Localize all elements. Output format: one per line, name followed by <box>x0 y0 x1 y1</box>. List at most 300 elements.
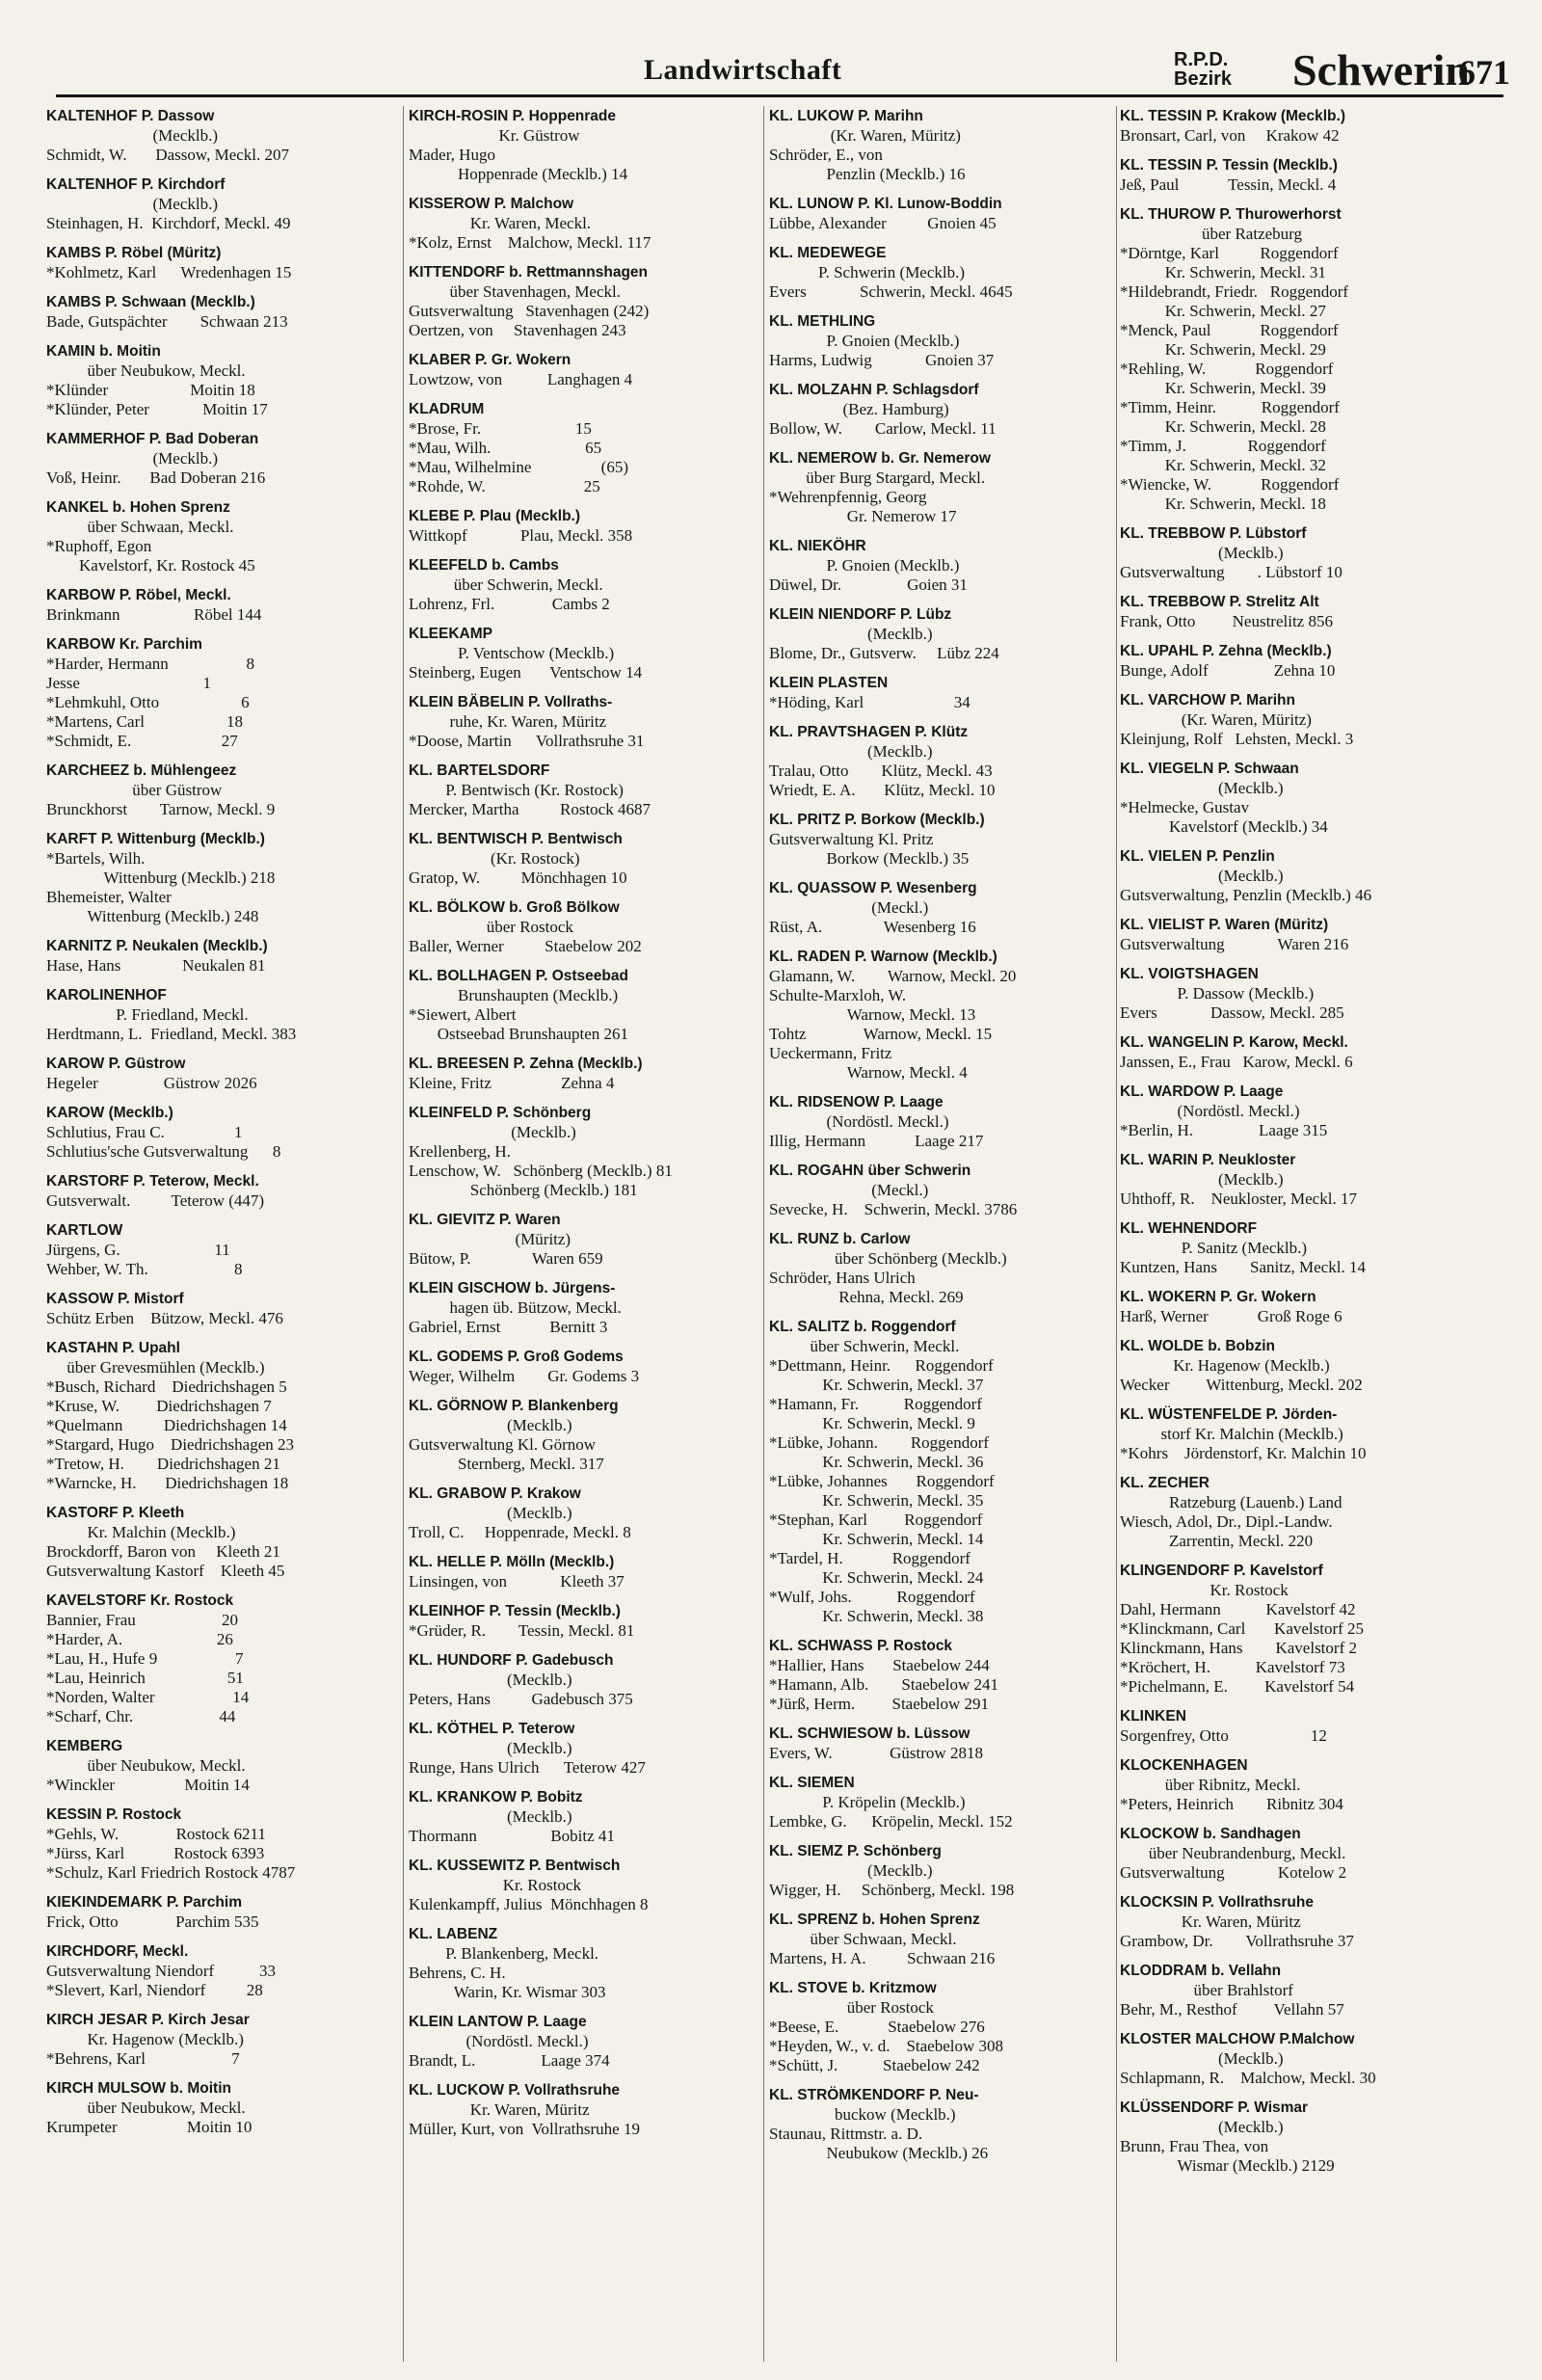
entry-place-heading: KL. VIELEN P. Penzlin <box>1120 848 1275 865</box>
directory-entry <box>769 1910 1114 1968</box>
entry-line: storf Kr. Malchin (Mecklb.) <box>1120 1425 1343 1443</box>
entry-place-heading: KL. QUASSOW P. Wesenberg <box>769 880 977 896</box>
directory-entry <box>409 1484 754 1542</box>
directory-entry <box>46 429 399 488</box>
entry-line: *Wulf, Johs. Roggendorf <box>769 1588 975 1606</box>
entry-line: *Dettmann, Heinr. Roggendorf <box>769 1356 994 1375</box>
entry-place-heading: KARSTORF P. Teterow, Meckl. <box>46 1173 259 1190</box>
entry-line: *Klünder, Peter Moitin 17 <box>46 400 268 418</box>
entry-line: Thormann Bobitz 41 <box>409 1827 615 1845</box>
entry-line: *Wehrenpfennig, Georg <box>769 488 927 506</box>
entry-line: *Kröchert, H. Kavelstorf 73 <box>1120 1658 1345 1676</box>
directory-entry <box>1120 915 1465 954</box>
entry-line: (Meckl.) <box>769 1181 929 1199</box>
entry-place-heading: KLEIN LANTOW P. Laage <box>409 2014 587 2030</box>
entry-line: *Wiencke, W. Roggendorf <box>1120 475 1340 494</box>
entry-line: *Norden, Walter 14 <box>46 1688 250 1706</box>
directory-entry <box>46 1220 399 1279</box>
entry-line: Bannier, Frau 20 <box>46 1611 239 1629</box>
entry-line: (Mecklb.) <box>1120 1170 1284 1189</box>
entry-line: *Lau, Heinrich 51 <box>46 1669 244 1687</box>
entry-line: Jeß, Paul Tessin, Meckl. 4 <box>1120 175 1337 194</box>
entry-line: P. Gnoien (Mecklb.) <box>769 556 960 575</box>
entry-line: Uhthoff, R. Neukloster, Meckl. 17 <box>1120 1190 1357 1208</box>
directory-entry <box>409 1210 754 1269</box>
directory-entry <box>1120 1032 1465 1072</box>
entry-line: Herdtmann, L. Friedland, Meckl. 383 <box>46 1025 297 1043</box>
entry-line: *Rehling, W. Roggendorf <box>1120 360 1334 378</box>
entry-line: *Slevert, Karl, Niendorf 28 <box>46 1981 263 1999</box>
entry-line: Gutsverwaltung . Lübstorf 10 <box>1120 563 1343 581</box>
directory-entry <box>409 1650 754 1709</box>
entry-place-heading: KL. LUKOW P. Marihn <box>769 108 923 124</box>
entry-line: *Kruse, W. Diedrichshagen 7 <box>46 1397 272 1415</box>
entry-line: Wriedt, E. A. Klütz, Meckl. 10 <box>769 781 996 799</box>
entry-line: *Lübke, Johann. Roggendorf <box>769 1433 990 1452</box>
entry-line: Frick, Otto Parchim 535 <box>46 1912 259 1931</box>
directory-entry <box>1120 1336 1465 1395</box>
entry-line: Bhemeister, Walter <box>46 888 172 906</box>
entry-place-heading: KL. LUCKOW P. Vollrathsruhe <box>409 2082 621 2099</box>
directory-entry <box>769 1724 1114 1763</box>
directory-entry <box>769 1978 1114 2075</box>
directory-entry <box>769 380 1114 439</box>
entry-line: Kr. Schwerin, Meckl. 14 <box>769 1530 984 1548</box>
entry-line: Sorgenfrey, Otto 12 <box>1120 1726 1327 1745</box>
entry-line: *Höding, Karl 34 <box>769 693 970 711</box>
entry-line: Brunckhorst Tarnow, Meckl. 9 <box>46 800 276 818</box>
directory-entry <box>409 555 754 614</box>
entry-place-heading: KIRCH-ROSIN P. Hoppenrade <box>409 108 617 124</box>
directory-entry <box>1120 204 1465 514</box>
entry-line: Kr. Schwerin, Meckl. 18 <box>1120 495 1326 513</box>
entry-line: (Bez. Hamburg) <box>769 400 949 418</box>
directory-entry <box>46 1338 399 1493</box>
directory-entry <box>1120 759 1465 837</box>
entry-line: (Mecklb.) <box>1120 779 1284 797</box>
entry-place-heading: KL. WARDOW P. Laage <box>1120 1083 1284 1100</box>
entry-line: P. Gnoien (Mecklb.) <box>769 332 960 350</box>
entry-line: Gutsverwaltung Kl. Görnow <box>409 1435 597 1454</box>
directory-entry <box>409 829 754 888</box>
directory-entry <box>1120 1473 1465 1551</box>
directory-entry <box>769 1841 1114 1900</box>
entry-line: über Neubukow, Meckl. <box>46 361 246 380</box>
entry-line: Kr. Schwerin, Meckl. 28 <box>1120 417 1326 436</box>
entry-line: *Busch, Richard Diedrichshagen 5 <box>46 1377 287 1396</box>
directory-entry <box>409 1054 754 1093</box>
directory-entry <box>769 106 1114 184</box>
entry-line: Schlapmann, R. Malchow, Meckl. 30 <box>1120 2069 1376 2087</box>
entry-place-heading: KLEBE P. Plau (Mecklb.) <box>409 508 581 524</box>
directory-entry <box>409 1924 754 2002</box>
entry-line: Schröder, Hans Ulrich <box>769 1269 916 1287</box>
entry-line: Borkow (Mecklb.) 35 <box>769 849 970 868</box>
directory-entry <box>1120 1287 1465 1326</box>
entry-place-heading: KL. KUSSEWITZ P. Bentwisch <box>409 1858 621 1874</box>
entry-line: (Mecklb.) <box>769 1861 933 1880</box>
entry-line: (Nordöstl. Meckl.) <box>769 1112 949 1131</box>
entry-line: Illig, Hermann Laage 217 <box>769 1132 984 1150</box>
entry-line: *Harder, A. 26 <box>46 1630 233 1648</box>
entry-line: (Mecklb.) <box>1120 867 1284 885</box>
entry-place-heading: KIRCHDORF, Meckl. <box>46 1943 189 1960</box>
directory-entry <box>46 634 399 751</box>
entry-line: Warnow, Meckl. 13 <box>769 1005 976 1024</box>
entry-line: *Jürß, Herm. Staebelow 291 <box>769 1695 990 1713</box>
entry-place-heading: KL. SCHWIESOW b. Lüssow <box>769 1725 970 1742</box>
entry-place-heading: KIRCH MULSOW b. Moitin <box>46 2080 231 2097</box>
entry-place-heading: KARBOW P. Röbel, Meckl. <box>46 587 231 603</box>
directory-entry <box>409 2080 754 2139</box>
entry-line: Dahl, Hermann Kavelstorf 42 <box>1120 1600 1356 1618</box>
entry-line: Evers Dassow, Meckl. 285 <box>1120 1003 1344 1022</box>
entry-line: Wigger, H. Schönberg, Meckl. 198 <box>769 1881 1015 1899</box>
entry-line: (Mecklb.) <box>409 1504 572 1522</box>
directory-entry <box>769 947 1114 1083</box>
entry-place-heading: KLODDRAM b. Vellahn <box>1120 1963 1282 1979</box>
entry-line: *Tardel, H. Roggendorf <box>769 1549 970 1567</box>
entry-place-heading: KLOCKSIN P. Vollrathsruhe <box>1120 1894 1314 1911</box>
directory-entry <box>46 585 399 625</box>
entry-line: (Mecklb.) <box>409 1671 572 1689</box>
entry-place-heading: KALTENHOF P. Kirchdorf <box>46 176 226 193</box>
entry-place-heading: KL. GIEVITZ P. Waren <box>409 1212 561 1228</box>
directory-entry <box>1120 1561 1465 1697</box>
entry-line: Mercker, Martha Rostock 4687 <box>409 800 651 818</box>
directory-entry <box>1120 523 1465 582</box>
column-1 <box>46 106 399 2362</box>
directory-entry <box>769 878 1114 937</box>
page-header <box>56 44 1510 100</box>
entry-place-heading: KL. BENTWISCH P. Bentwisch <box>409 831 623 847</box>
directory-entry <box>409 399 754 496</box>
directory-entry <box>46 2010 399 2069</box>
directory-entry <box>46 174 399 233</box>
entry-line: Schlutius'sche Gutsverwaltung 8 <box>46 1142 281 1161</box>
entry-line: Gutsverwaltung Stavenhagen (242) <box>409 302 650 320</box>
entry-line: P. Sanitz (Mecklb.) <box>1120 1239 1308 1257</box>
entry-line: *Martens, Carl 18 <box>46 712 243 731</box>
entry-line: (Kr. Waren, Müritz) <box>769 126 961 145</box>
entry-place-heading: KL. TREBBOW P. Strelitz Alt <box>1120 594 1319 610</box>
entry-line: Hegeler Güstrow 2026 <box>46 1074 257 1092</box>
entry-place-heading: KL. KÖTHEL P. Teterow <box>409 1721 575 1737</box>
entry-line: Lowtzow, von Langhagen 4 <box>409 370 633 388</box>
entry-place-heading: KL. PRAVTSHAGEN P. Klütz <box>769 724 969 740</box>
entry-place-heading: KL. MOLZAHN P. Schlagsdorf <box>769 382 979 398</box>
entry-line: Schröder, E., von <box>769 146 883 164</box>
entry-line: *Beese, E. Staebelow 276 <box>769 2018 985 2036</box>
entry-line: (Kr. Waren, Müritz) <box>1120 710 1312 729</box>
entry-line: *Jürss, Karl Rostock 6393 <box>46 1844 265 1862</box>
entry-place-heading: KLOCKENHAGEN <box>1120 1757 1248 1774</box>
entry-line: (Mecklb.) <box>1120 2118 1284 2136</box>
entry-line: Kr. Schwerin, Meckl. 37 <box>769 1376 984 1394</box>
entry-line: P. Friedland, Meckl. <box>46 1005 249 1024</box>
entry-line: (Meckl.) <box>769 898 929 917</box>
entry-line: Evers, W. Güstrow 2818 <box>769 1744 983 1762</box>
entry-line: Müller, Kurt, von Vollrathsruhe 19 <box>409 2120 640 2138</box>
entry-line: *Tretow, H. Diedrichshagen 21 <box>46 1455 280 1473</box>
directory-entry <box>769 1773 1114 1832</box>
entry-place-heading: KIRCH JESAR P. Kirch Jesar <box>46 2012 250 2028</box>
entry-line: Evers Schwerin, Meckl. 4645 <box>769 282 1013 301</box>
entry-line: *Lübke, Johannes Roggendorf <box>769 1472 995 1490</box>
entry-place-heading: KL. TREBBOW P. Lübstorf <box>1120 525 1307 542</box>
entry-line: *Gehls, W. Rostock 6211 <box>46 1825 266 1843</box>
entry-line: *Lau, H., Hufe 9 7 <box>46 1649 244 1668</box>
entry-place-heading: KL. GODEMS P. Groß Godems <box>409 1349 624 1365</box>
entry-line: über Rostock <box>409 918 573 936</box>
entry-line: *Warncke, H. Diedrichshagen 18 <box>46 1474 289 1492</box>
directory-entry <box>1120 1824 1465 1883</box>
entry-place-heading: KL. BARTELSDORF <box>409 762 550 779</box>
directory-entry <box>409 1552 754 1591</box>
directory-entry <box>769 673 1114 712</box>
column-4 <box>1120 106 1465 2362</box>
entry-line: Wiesch, Adol, Dr., Dipl.-Landw. <box>1120 1512 1333 1531</box>
entry-place-heading: KL. VIELIST P. Waren (Müritz) <box>1120 917 1329 933</box>
entry-line: Kulenkampff, Julius Mönchhagen 8 <box>409 1895 649 1913</box>
entry-line: über Schönberg (Mecklb.) <box>769 1249 1007 1268</box>
entry-line: Gutsverwaltung, Penzlin (Mecklb.) 46 <box>1120 886 1372 904</box>
entry-place-heading: KL. NIEKÖHR <box>769 538 866 554</box>
entry-line: *Kolz, Ernst Malchow, Meckl. 117 <box>409 233 651 252</box>
entry-line: Ueckermann, Fritz <box>769 1044 892 1062</box>
entry-line: *Helmecke, Gustav <box>1120 798 1250 816</box>
directory-entry <box>46 761 399 819</box>
entry-line: *Hamann, Alb. Staebelow 241 <box>769 1675 998 1694</box>
directory-entry <box>1120 641 1465 681</box>
directory-entry <box>409 2012 754 2071</box>
entry-place-heading: KLEIN PLASTEN <box>769 675 889 691</box>
entry-line: Troll, C. Hoppenrade, Meckl. 8 <box>409 1523 631 1541</box>
directory-entry <box>409 692 754 751</box>
entry-line: (Mecklb.) <box>46 449 219 468</box>
directory-entry <box>769 243 1114 302</box>
entry-place-heading: KL. PRITZ P. Borkow (Mecklb.) <box>769 812 985 828</box>
entry-line: (Mecklb.) <box>1120 2049 1284 2068</box>
entry-line: P. Bentwisch (Kr. Rostock) <box>409 781 624 799</box>
directory-entry <box>769 311 1114 370</box>
header-rule <box>56 94 1503 97</box>
entry-line: Behrens, C. H. <box>409 1964 506 1982</box>
directory-entry <box>1120 1961 1465 2019</box>
directory-entry <box>1120 1755 1465 1814</box>
directory-entry <box>46 1805 399 1883</box>
entry-line: *Siewert, Albert <box>409 1005 517 1024</box>
entry-place-heading: KL. LUNOW P. Kl. Lunow-Boddin <box>769 196 1002 212</box>
entry-line: Grambow, Dr. Vollrathsruhe 37 <box>1120 1932 1354 1950</box>
entry-line: *Stargard, Hugo Diedrichshagen 23 <box>46 1435 294 1454</box>
directory-entry <box>769 1317 1114 1626</box>
entry-place-heading: KL. VARCHOW P. Marihn <box>1120 692 1295 709</box>
entry-line: Brockdorff, Baron von Kleeth 21 <box>46 1542 280 1561</box>
entry-line: über Brahlstorf <box>1120 1981 1293 1999</box>
entry-place-heading: KLEIN BÄBELIN P. Vollraths- <box>409 694 613 710</box>
entry-line: Kr. Waren, Müritz <box>409 2100 590 2119</box>
entry-place-heading: KARTLOW <box>46 1222 123 1239</box>
entry-line: *Winckler Moitin 14 <box>46 1776 250 1794</box>
directory-entry <box>409 350 754 389</box>
entry-place-heading: KL. RUNZ b. Carlow <box>769 1231 911 1247</box>
entry-line: Neubukow (Mecklb.) 26 <box>769 2144 989 2162</box>
entry-line: Harß, Werner Groß Roge 6 <box>1120 1307 1343 1325</box>
directory-entry <box>46 1941 399 2000</box>
directory-entry <box>769 194 1114 233</box>
entry-place-heading: KAMIN b. Moitin <box>46 343 161 360</box>
entry-line: Wismar (Mecklb.) 2129 <box>1120 2156 1335 2175</box>
entry-line: Linsingen, von Kleeth 37 <box>409 1572 625 1591</box>
entry-line: Gr. Nemerow 17 <box>769 507 957 525</box>
directory-entry <box>409 1278 754 1337</box>
entry-line: über Schwerin, Meckl. <box>409 575 603 594</box>
entry-place-heading: KLOCKOW b. Sandhagen <box>1120 1826 1301 1842</box>
entry-line: Klinckmann, Hans Kavelstorf 2 <box>1120 1639 1357 1657</box>
entry-line: Wehber, W. Th. 8 <box>46 1260 243 1278</box>
entry-line: Kleinjung, Rolf Lehsten, Meckl. 3 <box>1120 730 1354 748</box>
entry-place-heading: KL. STOVE b. Kritzmow <box>769 1980 937 1996</box>
entry-line: über Grevesmühlen (Mecklb.) <box>46 1358 265 1377</box>
entry-line: *Scharf, Chr. 44 <box>46 1707 236 1725</box>
entry-line: über Ribnitz, Meckl. <box>1120 1776 1301 1794</box>
entry-line: Blome, Dr., Gutsverw. Lübz 224 <box>769 644 999 662</box>
page-title: Landwirtschaft <box>644 54 842 86</box>
entry-line: *Schütt, J. Staebelow 242 <box>769 2056 980 2074</box>
entry-line: Glamann, W. Warnow, Meckl. 20 <box>769 967 1017 985</box>
entry-line: Gratop, W. Mönchhagen 10 <box>409 869 627 887</box>
entry-line: *Pichelmann, E. Kavelstorf 54 <box>1120 1677 1355 1696</box>
entry-line: Krumpeter Moitin 10 <box>46 2118 253 2136</box>
entry-line: Gabriel, Ernst Bernitt 3 <box>409 1318 608 1336</box>
entry-line: Gutsverwalt. Teterow (447) <box>46 1191 265 1210</box>
entry-place-heading: KALTENHOF P. Dassow <box>46 108 215 124</box>
directory-entry <box>409 897 754 956</box>
entry-line: Kr. Schwerin, Meckl. 38 <box>769 1607 984 1625</box>
entry-place-heading: KL. TESSIN P. Tessin (Mecklb.) <box>1120 157 1338 174</box>
directory-entry <box>46 1289 399 1328</box>
entry-line: Kr. Schwerin, Meckl. 29 <box>1120 340 1326 359</box>
entry-place-heading: KAROW P. Güstrow <box>46 1056 186 1072</box>
entry-line: Rüst, A. Wesenberg 16 <box>769 918 976 936</box>
entry-line: buckow (Mecklb.) <box>769 2105 956 2124</box>
entry-line: *Ruphoff, Egon <box>46 537 152 555</box>
directory-entry <box>769 1229 1114 1307</box>
entry-place-heading: KAROW (Mecklb.) <box>46 1105 173 1121</box>
entry-line: Peters, Hans Gadebusch 375 <box>409 1690 633 1708</box>
entry-line: *Brose, Fr. 15 <box>409 419 592 438</box>
directory-entry <box>1120 2029 1465 2088</box>
entry-place-heading: KL. VIEGELN P. Schwaan <box>1120 761 1299 777</box>
entry-line: Warnow, Meckl. 4 <box>769 1063 968 1082</box>
directory-entry <box>769 448 1114 526</box>
entry-line: Sevecke, H. Schwerin, Meckl. 3786 <box>769 1200 1018 1218</box>
entry-line: *Mau, Wilh. 65 <box>409 439 602 457</box>
entry-place-heading: KASTAHN P. Upahl <box>46 1340 180 1356</box>
entry-place-heading: KLINKEN <box>1120 1708 1186 1725</box>
entry-line: Staunau, Rittmstr. a. D. <box>769 2125 923 2143</box>
entry-line: P. Blankenberg, Meckl. <box>409 1944 599 1963</box>
entry-line: Brandt, L. Laage 374 <box>409 2051 610 2070</box>
entry-line: Kuntzen, Hans Sanitz, Meckl. 14 <box>1120 1258 1366 1276</box>
directory-entry <box>409 1719 754 1778</box>
entry-place-heading: KEMBERG <box>46 1738 123 1754</box>
entry-line: Kleine, Fritz Zehna 4 <box>409 1074 615 1092</box>
directory-entry <box>409 966 754 1044</box>
entry-line: Sternberg, Meckl. 317 <box>409 1455 604 1473</box>
entry-line: Brunshaupten (Mecklb.) <box>409 986 619 1004</box>
entry-line: Schulte-Marxloh, W. <box>769 986 907 1004</box>
directory-entry <box>46 1171 399 1211</box>
directory-entry <box>1120 106 1465 146</box>
directory-entry <box>46 2078 399 2137</box>
entry-line: über Rostock <box>769 1998 934 2017</box>
entry-place-heading: KL. WOKERN P. Gr. Wokern <box>1120 1289 1316 1305</box>
column-divider <box>1116 106 1117 2362</box>
entry-line: Martens, H. A. Schwaan 216 <box>769 1949 996 1967</box>
entry-line: über Neubukow, Meckl. <box>46 2099 246 2117</box>
entry-line: Kr. Rostock <box>1120 1581 1289 1599</box>
entry-place-heading: KAMBS P. Schwaan (Mecklb.) <box>46 294 255 310</box>
entry-line: Wittenburg (Mecklb.) 248 <box>46 907 259 925</box>
entry-line: über Burg Stargard, Meckl. <box>769 468 986 487</box>
entry-line: P. Dassow (Mecklb.) <box>1120 984 1315 1003</box>
entry-place-heading: KARBOW Kr. Parchim <box>46 636 202 653</box>
entry-place-heading: KL. VOIGTSHAGEN <box>1120 966 1259 982</box>
entry-line: Kr. Güstrow <box>409 126 580 145</box>
entry-line: *Rohde, W. 25 <box>409 477 600 495</box>
entry-line: Kr. Schwerin, Meckl. 24 <box>769 1568 984 1587</box>
entry-line: *Schmidt, E. 27 <box>46 732 238 750</box>
entry-line: *Behrens, Karl 7 <box>46 2049 240 2068</box>
directory-entry <box>46 1503 399 1581</box>
directory-entry <box>769 810 1114 869</box>
entry-place-heading: KL. KRANKOW P. Bobitz <box>409 1789 583 1805</box>
directory-entry <box>1120 690 1465 749</box>
entry-place-heading: KLABER P. Gr. Wokern <box>409 352 572 368</box>
entry-line: Steinberg, Eugen Ventschow 14 <box>409 663 643 682</box>
entry-line: Kr. Waren, Meckl. <box>409 214 592 232</box>
entry-line: Wittenburg (Mecklb.) 218 <box>46 869 276 887</box>
entry-place-heading: KL. THUROW P. Thurowerhorst <box>1120 206 1342 223</box>
directory-entry <box>1120 1706 1465 1746</box>
entry-place-heading: KL. BREESEN P. Zehna (Mecklb.) <box>409 1056 643 1072</box>
entry-line: Gutsverwaltung Kastorf Kleeth 45 <box>46 1562 285 1580</box>
entry-place-heading: KLADRUM <box>409 401 485 417</box>
entry-place-heading: KASSOW P. Mistorf <box>46 1291 184 1307</box>
entry-line: Gutsverwaltung Niendorf 33 <box>46 1962 276 1980</box>
entry-line: Schlutius, Frau C. 1 <box>46 1123 243 1141</box>
entry-line: *Peters, Heinrich Ribnitz 304 <box>1120 1795 1343 1813</box>
entry-place-heading: KL. HUNDORF P. Gadebusch <box>409 1652 614 1669</box>
entry-line: Kr. Schwerin, Meckl. 36 <box>769 1453 984 1471</box>
entry-line: (Kr. Rostock) <box>409 849 580 868</box>
entry-place-heading: KL. SIEMZ P. Schönberg <box>769 1843 942 1859</box>
entry-place-heading: KL. WÜSTENFELDE P. Jörden- <box>1120 1406 1338 1423</box>
entry-place-heading: KL. SALITZ b. Roggendorf <box>769 1319 956 1335</box>
directory-entry <box>409 506 754 546</box>
directory-entry <box>409 1347 754 1386</box>
entry-line: Harms, Ludwig Gnoien 37 <box>769 351 995 369</box>
entry-line: Hase, Hans Neukalen 81 <box>46 956 266 975</box>
entry-line: über Schwaan, Meckl. <box>46 518 234 536</box>
entry-line: Kr. Schwerin, Meckl. 9 <box>769 1414 975 1432</box>
entry-line: *Stephan, Karl Roggendorf <box>769 1511 983 1529</box>
directory-entry <box>769 604 1114 663</box>
entry-line: Brunn, Frau Thea, von <box>1120 2137 1269 2155</box>
entry-place-heading: KLEINFELD P. Schönberg <box>409 1105 592 1121</box>
